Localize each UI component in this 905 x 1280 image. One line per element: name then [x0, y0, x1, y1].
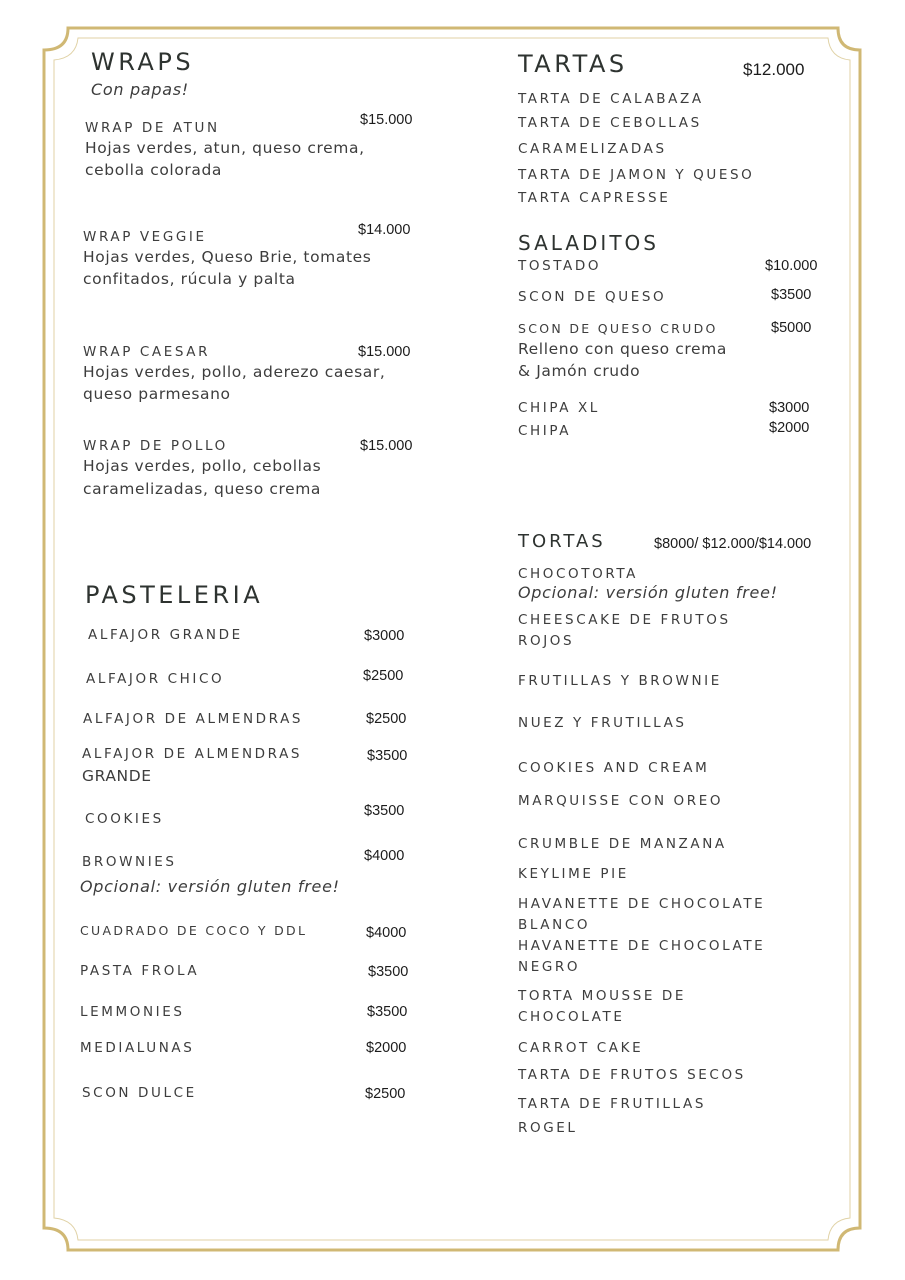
tortas-item: BLANCO	[518, 917, 591, 933]
pasteleria-item: PASTA FROLA	[80, 963, 200, 979]
tortas-item: NUEZ Y FRUTILLAS	[518, 715, 687, 731]
wrap-veggie-desc: confitados, rúcula y palta	[83, 270, 296, 288]
wrap-caesar-desc: Hojas verdes, pollo, aderezo caesar,	[83, 363, 386, 381]
tortas-item: NEGRO	[518, 959, 581, 975]
pasteleria-price: $3500	[364, 803, 405, 819]
pasteleria-item: ALFAJOR DE ALMENDRAS	[83, 711, 304, 727]
pasteleria-price: $4000	[366, 925, 407, 941]
tortas-item: TARTA DE FRUTILLAS	[518, 1096, 706, 1112]
wrap-caesar-name: WRAP CAESAR	[83, 344, 211, 360]
tartas-item: TARTA DE CEBOLLAS	[518, 115, 702, 131]
tortas-item: CHOCOTORTA	[518, 566, 638, 582]
tartas-title: TARTAS	[518, 50, 628, 78]
pasteleria-price: $3500	[367, 1004, 408, 1020]
saladitos-price: $5000	[771, 320, 812, 336]
saladitos-item: SCON DE QUESO	[518, 289, 667, 305]
pasteleria-item: ALFAJOR CHICO	[86, 671, 225, 687]
saladitos-item: SCON DE QUESO CRUDO	[518, 321, 718, 336]
saladitos-price: $3000	[769, 400, 810, 416]
pasteleria-item: SCON DULCE	[82, 1085, 197, 1101]
wrap-pollo-name: WRAP DE POLLO	[83, 438, 228, 454]
saladitos-item: CHIPA	[518, 423, 572, 439]
pasteleria-item: CUADRADO DE COCO Y DDL	[80, 923, 308, 938]
wrap-veggie-price: $14.000	[358, 222, 411, 238]
saladitos-price: $3500	[771, 287, 812, 303]
tortas-item: FRUTILLAS Y BROWNIE	[518, 673, 722, 689]
tortas-title: TORTAS	[518, 531, 606, 552]
tortas-price: $8000/ $12.000/$14.000	[654, 536, 812, 552]
pasteleria-title: PASTELERIA	[85, 581, 264, 609]
pasteleria-item: COOKIES	[85, 811, 164, 827]
tortas-item: ROJOS	[518, 633, 575, 649]
tortas-item: CHEESCAKE DE FRUTOS	[518, 612, 731, 628]
saladitos-item: CHIPA XL	[518, 400, 600, 416]
tartas-item: CARAMELIZADAS	[518, 141, 667, 157]
wrap-veggie-desc: Hojas verdes, Queso Brie, tomates	[83, 248, 372, 266]
pasteleria-price: $2000	[366, 1040, 407, 1056]
scon-crudo-desc: Relleno con queso crema	[518, 340, 727, 358]
saladitos-title: SALADITOS	[518, 231, 659, 255]
wrap-pollo-price: $15.000	[360, 438, 413, 454]
pasteleria-price: $3500	[368, 964, 409, 980]
wrap-atun-name: WRAP DE ATUN	[85, 120, 220, 136]
saladitos-price: $10.000	[765, 258, 818, 274]
wrap-veggie-name: WRAP VEGGIE	[83, 229, 207, 245]
pasteleria-price: $4000	[364, 848, 405, 864]
saladitos-price: $2000	[769, 420, 810, 436]
wrap-caesar-desc: queso parmesano	[83, 385, 231, 403]
tartas-item: TARTA CAPRESSE	[518, 190, 671, 206]
pasteleria-item: ALFAJOR GRANDE	[88, 627, 243, 643]
pasteleria-item: BROWNIES	[82, 854, 177, 870]
tartas-price: $12.000	[743, 60, 805, 79]
wraps-subtitle: Con papas!	[91, 80, 189, 99]
tortas-item: TORTA MOUSSE DE	[518, 988, 687, 1004]
wrap-pollo-desc: caramelizadas, queso crema	[83, 480, 322, 498]
wrap-atun-price: $15.000	[360, 112, 413, 128]
tortas-item: CARROT CAKE	[518, 1040, 644, 1056]
tortas-item: ROGEL	[518, 1120, 578, 1136]
pasteleria-price: $2500	[363, 668, 404, 684]
wrap-atun-desc: Hojas verdes, atun, queso crema,	[85, 139, 365, 157]
pasteleria-item: LEMMONIES	[80, 1004, 185, 1020]
tartas-item: TARTA DE CALABAZA	[518, 91, 704, 107]
tortas-item: HAVANETTE DE CHOCOLATE	[518, 938, 766, 954]
tortas-item: MARQUISSE CON OREO	[518, 793, 724, 809]
tortas-item: TARTA DE FRUTOS SECOS	[518, 1067, 746, 1083]
tartas-item: TARTA DE JAMON Y QUESO	[518, 167, 755, 183]
chocotorta-note: Opcional: versión gluten free!	[518, 583, 778, 602]
pasteleria-price: $3500	[367, 748, 408, 764]
pasteleria-item: ALFAJOR DE ALMENDRAS	[82, 746, 303, 762]
tortas-item: HAVANETTE DE CHOCOLATE	[518, 896, 766, 912]
wrap-atun-desc: cebolla colorada	[85, 161, 223, 179]
wraps-title: WRAPS	[91, 48, 195, 76]
pasteleria-price: $3000	[364, 628, 405, 644]
pasteleria-price: $2500	[366, 711, 407, 727]
tortas-item: COOKIES AND CREAM	[518, 760, 710, 776]
tortas-item: CRUMBLE DE MANZANA	[518, 836, 727, 852]
pasteleria-item-line2: GRANDE	[82, 767, 152, 785]
pasteleria-price: $2500	[365, 1086, 406, 1102]
brownies-note: Opcional: versión gluten free!	[80, 877, 340, 896]
scon-crudo-desc: & Jamón crudo	[518, 362, 641, 380]
tortas-item: CHOCOLATE	[518, 1009, 625, 1025]
saladitos-item: TOSTADO	[518, 258, 602, 274]
tortas-item: KEYLIME PIE	[518, 866, 629, 882]
pasteleria-item: MEDIALUNAS	[80, 1040, 195, 1056]
wrap-pollo-desc: Hojas verdes, pollo, cebollas	[83, 457, 322, 475]
wrap-caesar-price: $15.000	[358, 344, 411, 360]
